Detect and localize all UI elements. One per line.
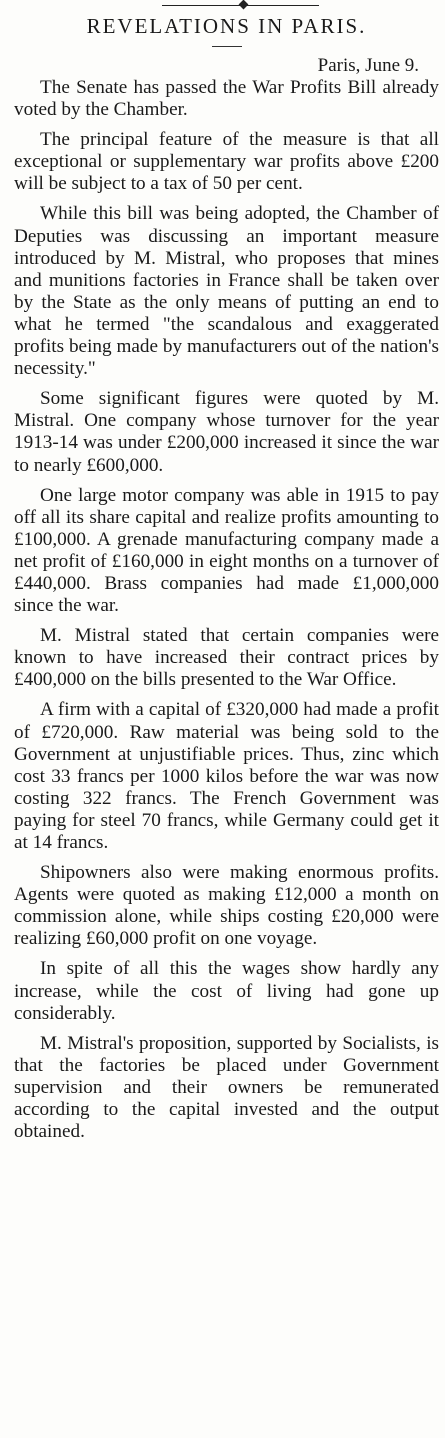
headline-divider — [212, 46, 242, 47]
headline: REVELATIONS IN PARIS. — [86, 14, 367, 38]
article-body — [14, 77, 439, 1143]
diamond-ornament-icon — [239, 0, 249, 9]
paragraph: One large motor company was able in 1915 to pay off all its share capital and realize profits amounting to £100,000. A grenade manufacturing company made a net profit of £160,000 in eight months on a turnover of £440,000. Brass companies had made £1,000,000 since the war. — [14, 484, 439, 617]
paragraph: Shipowners also were making enormous profits. Agents were quoted as making £12,000 a month on commission alone, while ships costing £20,000 were realizing £60,000 profit on one voyage. — [14, 862, 439, 950]
paragraph: The principal feature of the measure is that all exceptional or supplementary war profits above £200 will be subject to a tax of 50 per cent. — [14, 129, 439, 195]
paragraph: While this bill was being adopted, the Chamber of Deputies was discussing an important measure introduced by M. Mistral, who proposes that mines and munitions factories in France shall be taken over by the State as the only means of putting an end to what he termed "the scandalous and exaggerated profits being made by manufacturers out of the nation's necessity." — [14, 203, 439, 380]
paragraph: A firm with a capital of £320,000 had made a profit of £720,000. Raw material was being sold to the Government at unjustifiable prices. Thus, zinc which cost 33 francs per 1000 kilos before the war was now costing 322 francs. The French Government was paying for steel 70 francs, while Germany could get it at 14 francs. — [14, 699, 439, 853]
ornamental-rule — [14, 0, 439, 10]
paragraph: M. Mistral's proposition, supported by Socialists, is that the factories be placed under Government supervision and their owners be remunerated according to the capital invested and the output obtained. — [14, 1032, 439, 1143]
paragraph: The Senate has passed the War Profits Bill already voted by the Chamber. — [14, 77, 439, 121]
paragraph: M. Mistral stated that certain companies were known to have increased their contract prices by £400,000 on the bills presented to the War Office. — [14, 625, 439, 691]
paragraph: In spite of all this the wages show hardly any increase, while the cost of living had gone up considerably. — [14, 958, 439, 1024]
dateline: Paris, June 9. — [317, 55, 419, 76]
paragraph: Some significant figures were quoted by M. Mistral. One company whose turnover for the year 1913-14 was under £200,000 increased it since the war to nearly £600,000. — [14, 388, 439, 476]
